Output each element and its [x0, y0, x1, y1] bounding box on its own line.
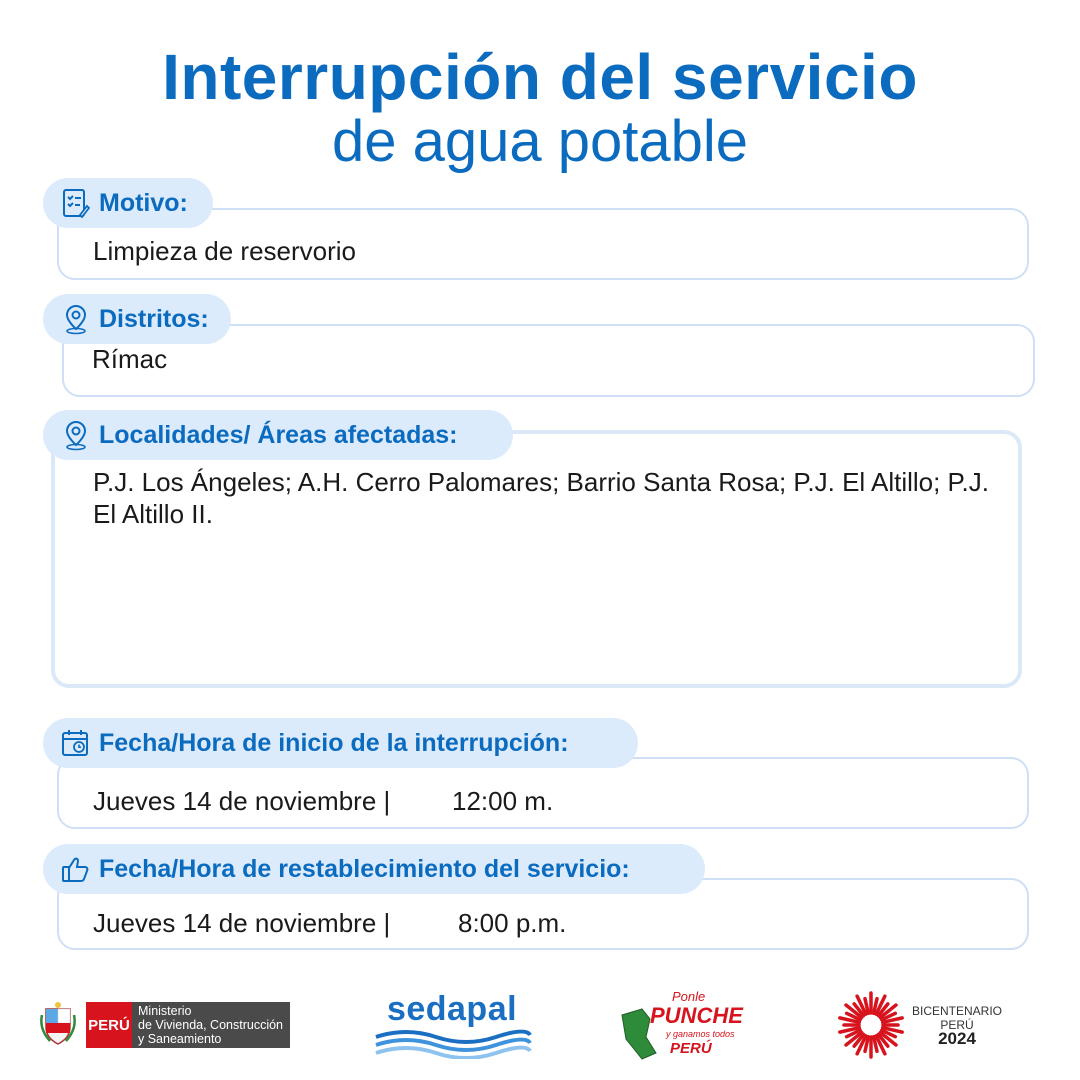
- checklist-icon: [59, 186, 93, 220]
- motivo-label: Motivo:: [99, 188, 188, 217]
- ministerio-name: [132, 1002, 290, 1048]
- location-pin-icon: [59, 302, 93, 336]
- distritos-label-pill: [43, 294, 231, 344]
- punche-tagline: y ganamos todos: [666, 1029, 735, 1039]
- restablecimiento-label: Fecha/Hora de restablecimiento del servicio:: [99, 854, 630, 883]
- ministerio-logo: [38, 990, 290, 1060]
- punche-peru: PERÚ: [670, 1040, 712, 1057]
- ministerio-line1: Ministerio: [138, 1004, 192, 1018]
- localidades-label-pill: [43, 410, 513, 460]
- restablecimiento-time: 8:00 p.m.: [458, 908, 567, 938]
- peru-coat-of-arms-icon: [38, 999, 78, 1051]
- motivo-label-pill: [43, 178, 213, 228]
- restablecimiento-label-pill: [43, 844, 705, 894]
- bicentenario-logo: [836, 990, 1006, 1060]
- bicentenario-year: 2024: [938, 1028, 976, 1048]
- bicentenario-line1: BICENTENARIO: [912, 1003, 1003, 1018]
- punche-ponle: Ponle: [672, 989, 706, 1004]
- inicio-time: 12:00 m.: [452, 786, 554, 816]
- inicio-date: Jueves 14 de noviembre |: [93, 786, 391, 816]
- punche-word: PUNCHE: [650, 1003, 743, 1028]
- calendar-clock-icon: [59, 726, 93, 760]
- localidades-label: Localidades/ Áreas afectadas:: [99, 420, 458, 449]
- ministerio-line2: de Vivienda, Construcción: [138, 1018, 283, 1032]
- inicio-label-pill: [43, 718, 638, 768]
- sedapal-name: sedapal: [386, 990, 518, 1028]
- sedapal-logo: [372, 990, 532, 1060]
- peru-label: PERÚ: [86, 1002, 132, 1048]
- bicentenario-line2: PERÚ: [940, 1017, 974, 1032]
- motivo-value: Limpieza de reservorio: [93, 236, 357, 266]
- restablecimiento-date: Jueves 14 de noviembre |: [93, 908, 391, 938]
- bicentenario-emblem-icon: [836, 990, 906, 1060]
- localidades-value: P.J. Los Ángeles; A.H. Cerro Palomares; Barrio Santa Rosa; P.J. El Altillo; P.J. El Altillo II.: [93, 467, 989, 529]
- page-subtitle: de agua potable: [331, 109, 749, 174]
- distritos-value: Rímac: [92, 344, 168, 374]
- page-title: Interrupción del servicio: [162, 41, 918, 113]
- ponle-punche-logo: [614, 985, 744, 1055]
- ministerio-line3: y Saneamiento: [138, 1032, 222, 1046]
- location-pin-icon: [59, 418, 93, 452]
- distritos-label: Distritos:: [99, 304, 209, 333]
- bicentenario-text: [912, 1004, 1002, 1047]
- thumbs-up-icon: [59, 852, 93, 886]
- inicio-label: Fecha/Hora de inicio de la interrupción:: [99, 728, 569, 757]
- waves-icon: [372, 1029, 532, 1059]
